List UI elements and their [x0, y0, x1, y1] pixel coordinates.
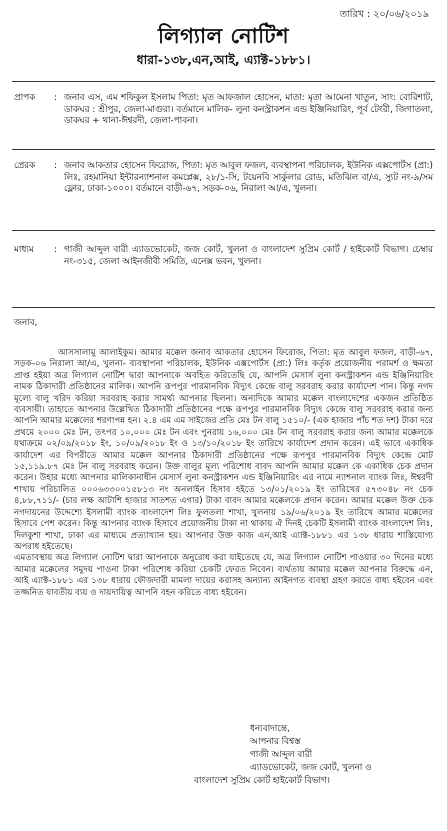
- signature-line1: এ্যাডভোকেট, জজ কোর্ট, খুলনা ও: [250, 763, 372, 773]
- sender-text: জনাব আকতার হোসেন ফিরোজ, পিতা: মৃত আবুল ফজল, ব্যবস্থাপনা পরিচালক, ইউনিক এক্সপোর্টস (প্রা:) লিঃ, রহমানিয়া ইন্টারন্যাশনাল কমপ্লেক্স, ২৮/১-সি, টয়েনবি সার্কুলার রোড, মতিঝিল বা/এ, স্যুট নং-৯/সম ফ্লোর, ঢাকা-১০০০। বর্তমানে বাড়ী-৬৭, সড়ক-০৬, নিরালা আ/এ, খুলনা।: [64, 161, 433, 195]
- medium-label: মাধ্যম: [14, 245, 34, 255]
- sender-block: প্রেরক : জনাব আকতার হোসেন ফিরোজ, পিতা: মৃত আবুল ফজল, ব্যবস্থাপনা পরিচালক, ইউনিক এক্সপোর্টস (প্রা:) লিঃ, রহমানিয়া ইন্টারন্যাশনাল কমপ্লেক্স, ২৮/১-সি, টয়েনবি সার্কুলার রোড, মতিঝিল বা/এ, স্যুট নং-৯/সম ফ্লোর, ঢাকা-১০০০। বর্তমানে বাড়ী-৬৭, সড়ক-০৬, নিরালা আ/এ, খুলনা।: [14, 161, 433, 195]
- divider: [12, 149, 435, 150]
- signature-thanks: ধন্যবাদান্তে,: [250, 724, 290, 734]
- body-paragraph-2: এমতাবস্থায় অত্র লিগ্যাল নোটিশ দ্বারা আপনাকে অনুরোধ করা যাইতেছে যে, অত্র লিগ্যাল নোটিশ পাওয়ার ৩০ দিনের মধ্যে আমার মক্কেলের সমুদয় পাওনা টাকা পরিশোধ করিয়া চেকটি ফেরত নিবেন। ব্যর্থতায় আমার মক্কেল আপনার বিরুদ্ধে এন, আই এ্যাক্ট-১৮৮১ এর ১৩৮ ধারায় ফৌজদারী মামলা দায়ের করাসহ অন্যান্য আইনগত ব্যবস্থা গ্রহণ করতে বাধ্য হইবেন এবং তজ্জনিত যাবতীয় ব্যয় ও দায়দায়িত্ব আপনি বহন করিতে বাধ্য হইবেন।: [14, 553, 433, 598]
- signature-yours: আপনার বিশ্বস্ত: [250, 737, 301, 747]
- notice-title: লিগ্যাল নোটিশ: [157, 24, 290, 48]
- signature-name: গাজী আব্দুল বারী: [250, 750, 313, 760]
- divider: [12, 307, 435, 308]
- signature-line2: বাংলাদেশ সুপ্রিম কোর্ট হাইকোর্ট বিভাগ।: [194, 776, 330, 786]
- medium-text: গাজী আব্দুল বারী এ্যাডভোকেট, জজ কোর্ট, খুলনা ও বাংলাদেশ সুপ্রিম কোর্ট / হাইকোর্ট বিভাগ। চেম্বার নং-৩১৫, জেলা আইনজীবী সমিতি, এনেক্স ভবন, খুলনা।: [64, 245, 433, 267]
- body-paragraph-1: আসসালামু আলাইকুম। আমার মক্কেল জনাব আকতার হোসেন ফিরোজ, পিতা: মৃত আবুল ফজল, বাড়ী-৬৭, সড়ক-০৬ নিরালা আ/এ, খুলনা- ব্যবস্থাপনা পরিচালক, ইউনিক এক্সপোর্টস (প্রা:) লিঃ কর্তৃক প্রয়োজনীয় পরামর্শ ও ক্ষমতা প্রাপ্ত হইয়া অত্র লিগ্যাল নোটিশ দ্বারা আপনাকে অবহিত করিতেছি যে, আপনি মেসার্স লুনা কনস্ট্রাকশন এন্ড ইঞ্জিনিয়ারিং নামক ঠিকাদারী প্রতিষ্ঠানের মালিক। আপনি রূপপুর পারমানবিক বিদ্যুৎ কেন্দ্রে বালু সরবরাহ করার কার্যাদেশ পান। কিন্তু নগদ মূল্যে বালু খরিদ করিয়া সরবরাহ করার সামর্থ্য আপনার ছিলনা। অন্যদিকে আমার মক্কেল বাংলাদেশের একজন প্রতিষ্ঠিত ব্যবসায়ী। তাহাতে আপনার উল্লেখিত ঠিকাদারী প্রতিষ্ঠানের পক্ষে রূপপুর পারমানবিক বিদ্যুৎ কেন্দ্রে বালু সরবরাহ করার জন্য আপনি আমার মক্কেলের শরণাপন্ন হন। ২.৪ এম এম সাইজের প্রতি মেঃ টন বালু ১৫১০/- (এক হাজার পাঁচ শত দশ) টাকা দরে প্রথমে ২০০০ মেঃ টন, তৎপর ১০,০০০ মেঃ টন এবং পুনরায় ১৬,০০০ মেঃ টন বালু সরবরাহ করার জন্য আমার মক্কেলকে যথাক্রমে ০২/০৯/২০১৮ ইং, ১০/০৯/২০১৮ ইং ও ১৩/১০/২০১৮ ইং তারিখে কার্যাদেশ প্রদান করেন। এই ভাবে একাধিক কার্যাদেশ এর বিপরীতে আমার মক্কেল আপনার ঠিকাদারী প্রতিষ্ঠানের পক্ষে রূপপুর পারমানবিক বিদ্যুৎ কেন্দ্রে মোট ১৫,১১৯.৮৭ মেঃ টন বালু সরবরাহ করেন। উক্ত বালুর মূল্য পরিশোধ বাবদ আপনি আমার মক্কেল কে একাধিক চেক প্রদান করেন। উহার মধ্যে আপনার মালিকানাধীন মেসার্স লুনা কনস্ট্রাকশন এন্ড ইঞ্জিনিয়ারিং এর নামে ন্যাশনাল ব্যাংক লিঃ, ঈশ্বরদী শাখায় পরিচালিত ০০০৬৩৩০০১৫৮১৩ নং অনলাইন হিসাব হইতে ১৩/০১/২০১৯ ইং তারিখের ৫৭৩০৪৮ নং চেক ৪,৮৮,৭১১/- (চার লক্ষ আটাশি হাজার সাতশত এগার) টাকা বাবদ আমার মক্কেলকে প্রদান করেন। আমার মক্কেল উক্ত চেক নগদায়নের উদ্দেশ্যে ইসলামী ব্যাংক বাংলাদেশ লিঃ ফুলতলা শাখা, খুলনায় ১৯/০৬/২০১৯ ইং তারিখে আমার মক্কেলের হিসাবে পেশ করেন। কিন্তু আপনার ব্যাংক হিসাবে প্রয়োজনীয় টাকা না থাকায় ঐ দিনই চেকটি ইসলামী ব্যাংক বাংলাদেশ লিঃ, দিলকুশা শাখা, ঢাকা এর মাধ্যমে প্রত্যাখ্যান হয়। আপনার উক্ত কাজ এন,আই এ্যাক্ট-১৮৮১ এর ১৩৮ ধারায় শাস্তিযোগ্য অপরাধ হইতেছে।: [14, 348, 433, 552]
- notice-subtitle: ধারা-১৩৮,এন,আই, এ্যাক্ট-১৮৮১।: [136, 52, 311, 67]
- recipient-text: জনাব এস, এম শফিকুল ইসলাম পিতা: মৃত আফজাল হোসেন, মাতা: মৃতা আমেনা খাতুন, সাং: বোরিশাট, ডাকঘর : শ্রীপুর, জেলা-মাগুরা। বর্তমানে মালিক- লুনা কনস্ট্রাকশন এন্ড ইঞ্জিনিয়ারিং, পূর্ব টেংরী, জিগাতলা, ডাকঘর + থানা-ঈশ্বরদী, জেলা-পাবনা।: [64, 93, 433, 127]
- divider: [12, 230, 435, 231]
- notice-body: [14, 348, 433, 599]
- notice-date: তারিখ : ২০/০৬/২০১৯: [339, 9, 429, 20]
- recipient-label: প্রাপক: [14, 93, 36, 103]
- medium-block: মাধ্যম : গাজী আব্দুল বারী এ্যাডভোকেট, জজ কোর্ট, খুলনা ও বাংলাদেশ সুপ্রিম কোর্ট / হাইকোর্ট বিভাগ। চেম্বার নং-৩১৫, জেলা আইনজীবী সমিতি, এনেক্স ভবন, খুলনা।: [14, 245, 433, 267]
- salutation: জনাব,: [14, 318, 38, 328]
- recipient-block: প্রাপক : জনাব এস, এম শফিকুল ইসলাম পিতা: মৃত আফজাল হোসেন, মাতা: মৃতা আমেনা খাতুন, সাং: বোরিশাট, ডাকঘর : শ্রীপুর, জেলা-মাগুরা। বর্তমানে মালিক- লুনা কনস্ট্রাকশন এন্ড ইঞ্জিনিয়ারিং, পূর্ব টেংরী, জিগাতলা, ডাকঘর + থানা-ঈশ্বরদী, জেলা-পাবনা।: [14, 93, 433, 127]
- sender-label: প্রেরক: [14, 161, 36, 171]
- divider: [12, 81, 435, 82]
- signature-block: [194, 723, 372, 788]
